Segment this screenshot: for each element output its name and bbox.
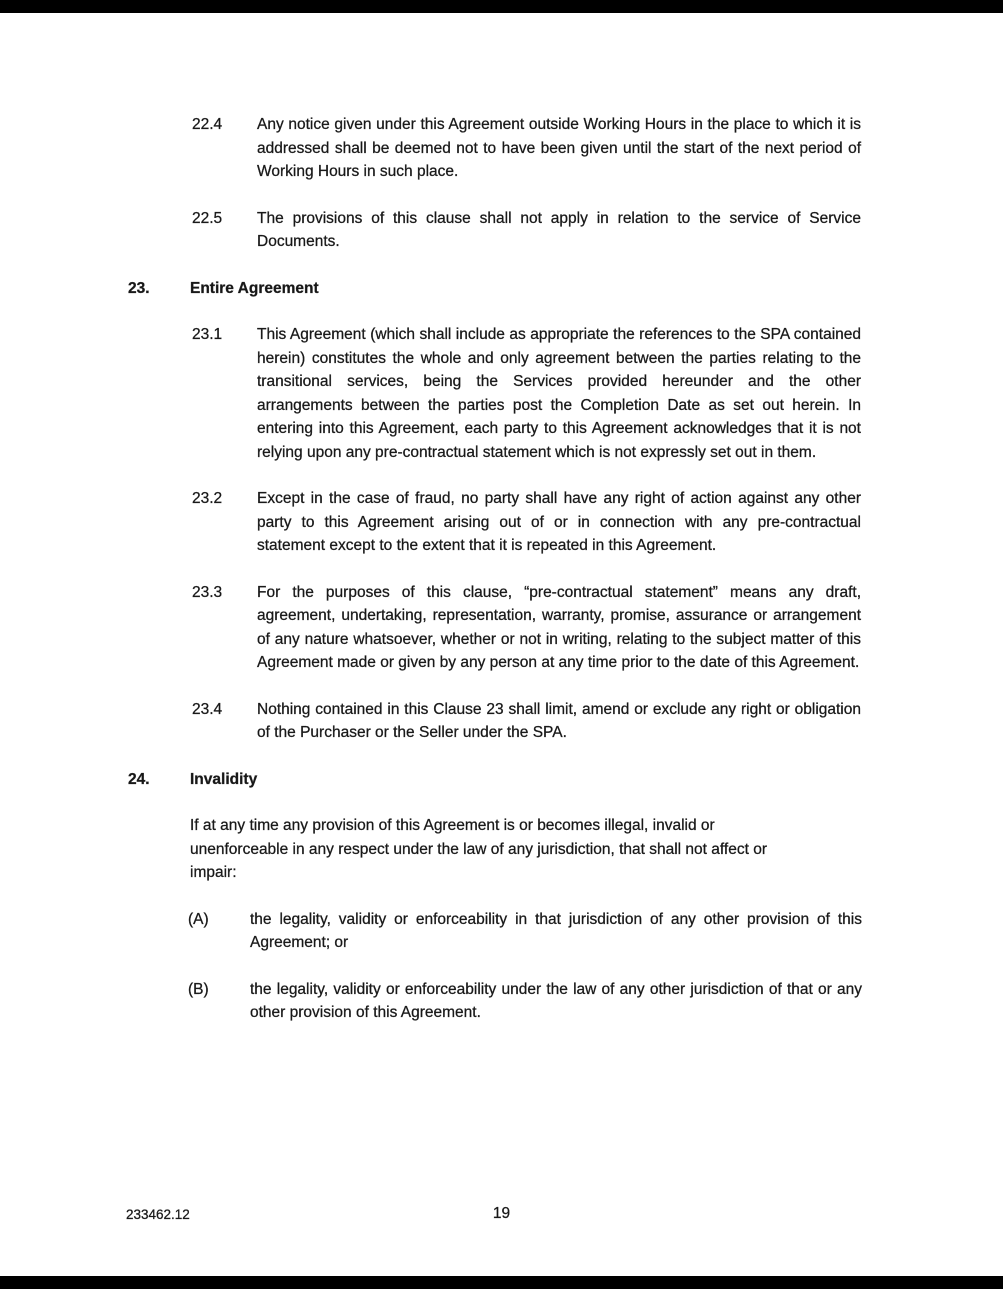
section-number: 24.: [128, 770, 150, 788]
section-heading-24: [128, 768, 1003, 792]
clause-number: 23.4: [192, 700, 223, 718]
footer-document-number: 233462.12: [126, 1207, 190, 1222]
section-heading-23: [128, 277, 1003, 301]
section-title: Invalidity: [190, 770, 258, 788]
scan-artifact-bottom-bar: [0, 1276, 1003, 1289]
clause-23-1: [192, 323, 1003, 464]
list-item-b: [188, 978, 1003, 1025]
intro-line: unenforceable in any respect under the law of any jurisdiction, that shall not affect or: [190, 840, 768, 858]
invalidity-intro-paragraph: [190, 814, 870, 885]
clause-text: The provisions of this clause shall not apply in relation to the service of Service Documents.: [257, 209, 861, 250]
clause-text: For the purposes of this clause, “pre-contractual statement” means any draft, agreement, undertaking, representation, warranty, promise, assurance or arrangement of any nature whatsoever, whether or not in writing, relating to the subject matter of this Agreement made or given by any person at any time prior to the date of this Agreement.: [257, 583, 861, 671]
page-content: [0, 113, 1003, 1048]
clause-23-2: [192, 487, 1003, 558]
list-item-a: [188, 908, 1003, 955]
clause-text: Any notice given under this Agreement outside Working Hours in the place to which it is addressed shall be deemed not to have been given until the start of the next period of Working Hours in such place.: [257, 116, 861, 180]
intro-line: impair:: [190, 864, 237, 881]
list-item-label: (B): [188, 980, 209, 998]
section-title: Entire Agreement: [190, 279, 319, 297]
section-number: 23.: [128, 279, 150, 297]
list-item-label: (A): [188, 910, 209, 928]
clause-22-4: [192, 113, 1003, 184]
clause-text: Except in the case of fraud, no party shall have any right of action against any other party to this Agreement arising out of or in connection with any pre-contractual statement except to the extent that it is repeated in this Agreement.: [257, 490, 861, 554]
intro-line: If at any time any provision of this Agreement is or becomes illegal, invalid or: [190, 817, 715, 834]
list-item-text: the legality, validity or enforceability under the law of any other jurisdiction of that or any other provision of this Agreement.: [250, 980, 862, 1021]
footer-page-number: 19: [492, 1205, 511, 1222]
clause-23-3: [192, 581, 1003, 675]
clause-number: 22.5: [192, 209, 223, 227]
clause-23-4: [192, 698, 1003, 745]
clause-number: 23.3: [192, 583, 223, 601]
clause-number: 22.4: [192, 116, 223, 133]
clause-text: This Agreement (which shall include as appropriate the references to the SPA contained herein) constitutes the whole and only agreement between the parties relating to the transitional services, being the Services provided hereunder and the other arrangements between the parties post the Completion Date as set out herein. In entering into this Agreement, each party to this Agreement acknowledges that it is not relying upon any pre-contractual statement which is not expressly set out in them.: [257, 326, 861, 461]
clause-number: 23.1: [192, 326, 223, 343]
clause-22-5: [192, 207, 1003, 254]
clause-text: Nothing contained in this Clause 23 shall limit, amend or exclude any right or obligation of the Purchaser or the Seller under the SPA.: [257, 700, 861, 741]
list-item-text: the legality, validity or enforceability in that jurisdiction of any other provision of this Agreement; or: [250, 910, 862, 951]
clause-number: 23.2: [192, 490, 223, 507]
scan-artifact-top-bar: [0, 0, 1003, 13]
